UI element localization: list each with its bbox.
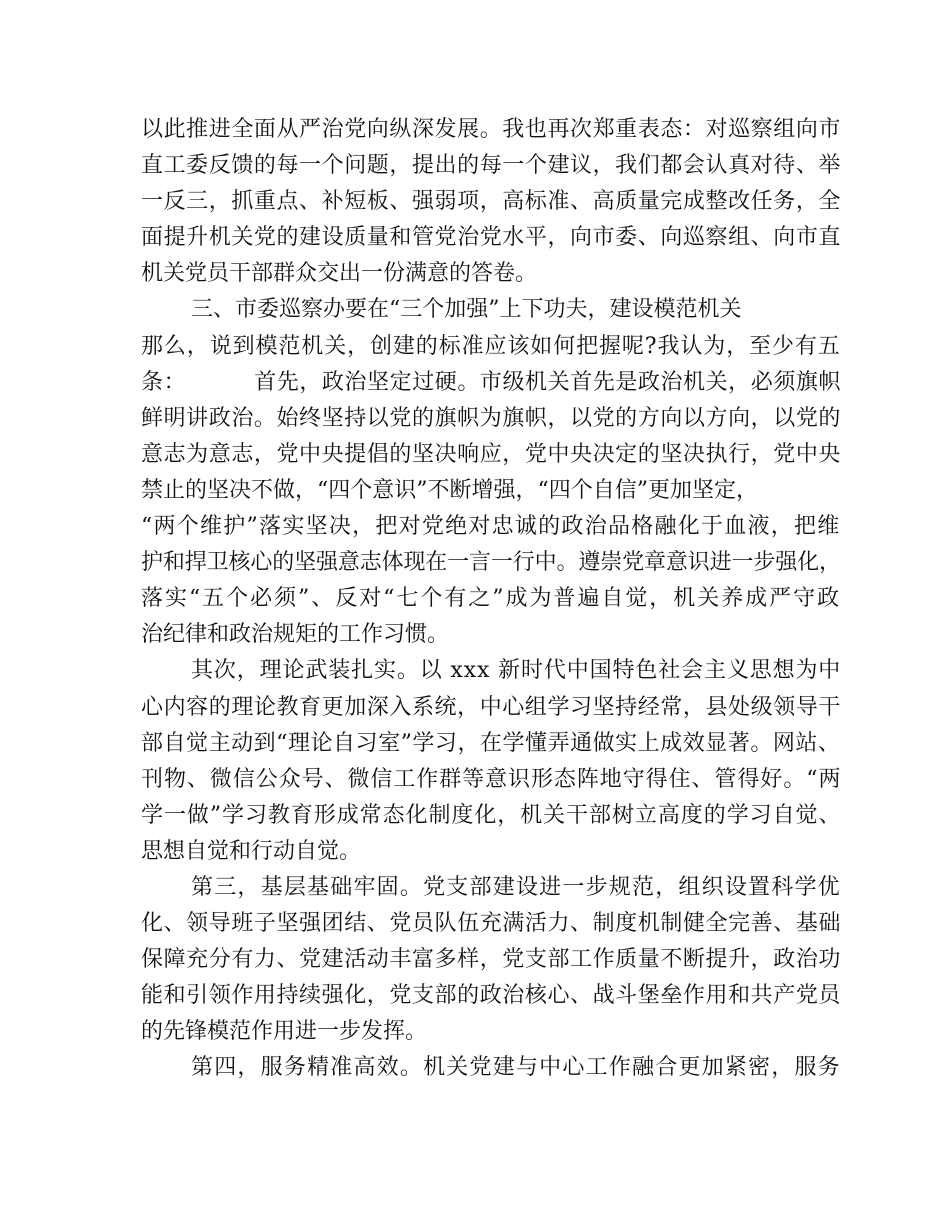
text-line: “两个维护”落实坚决，把对党绝对忠诚的政治品格融化于血液，把维 [141, 514, 841, 540]
document-body [141, 112, 841, 1087]
text-line: 一反三，抓重点、补短板、强弱项，高标准、高质量完成整改任务，全 [141, 189, 841, 215]
text-line: 禁止的坚决不做，“四个意识”不断增强，“四个自信”更加坚定， [141, 477, 758, 503]
text-line: 意志为意志，党中央提倡的坚决响应，党中央决定的坚决执行，党中央 [141, 441, 841, 467]
text-line: 其次，理论武装扎实。以 xxx 新时代中国特色社会主义思想为中 [191, 658, 842, 684]
text-line: 机关党员干部群众交出一份满意的答卷。 [141, 261, 538, 287]
text-line: 的先锋模范作用进一步发挥。 [141, 1019, 428, 1045]
text-line: 刊物、微信公众号、微信工作群等意识形态阵地守得住、管得好。“两 [141, 766, 842, 792]
text-line: 心内容的理论教育更加深入系统，中心组学习坚持经常，县处级领导干 [141, 694, 841, 720]
text-line: 面提升机关党的建设质量和管党治党水平，向市委、向巡察组、向市直 [141, 225, 841, 251]
text-line: 学一做”学习教育形成常态化制度化，机关干部树立高度的学习自觉、 [141, 802, 842, 828]
text-line: 落实“五个必须”、反对“七个有之”成为普遍自觉，机关养成严守政 [141, 586, 842, 612]
text-line: 那么，说到模范机关，创建的标准应该如何把握呢?我认为，至少有五 [141, 333, 841, 359]
text-line: 能和引领作用持续强化，党支部的政治核心、战斗堡垒作用和共产党员 [141, 983, 841, 1009]
text-line: 以此推进全面从严治党向纵深发展。我也再次郑重表态：对巡察组向市 [141, 117, 841, 142]
text-line: 部自觉主动到“理论自习室”学习，在学懂弄通做实上成效显著。网站、 [141, 730, 841, 756]
text-line: 第三，基层基础牢固。党支部建设进一步规范，组织设置科学优 [191, 874, 841, 900]
text-line: 直工委反馈的每一个问题，提出的每一个建议，我们都会认真对待、举 [141, 153, 841, 179]
text-line: 条： 首先，政治坚定过硬。市级机关首先是政治机关，必须旗帜 [141, 369, 842, 395]
text-line: 第四，服务精准高效。机关党建与中心工作融合更加紧密，服务 [191, 1055, 841, 1081]
text-line: 治纪律和政治规矩的工作习惯。 [141, 622, 450, 648]
text-line: 三、市委巡察办要在“三个加强”上下功夫，建设模范机关 [191, 297, 742, 323]
text-line: 思想自觉和行动自觉。 [141, 838, 362, 864]
text-line: 保障充分有力、党建活动丰富多样，党支部工作质量不断提升，政治功 [141, 947, 841, 973]
text-line: 化、领导班子坚强团结、党员队伍充满活力、制度机制健全完善、基础 [141, 911, 841, 937]
text-line: 鲜明讲政治。始终坚持以党的旗帜为旗帜，以党的方向以方向，以党的 [141, 405, 841, 431]
text-line: 护和捍卫核心的坚强意志体现在一言一行中。遵崇党章意识进一步强化， [141, 550, 841, 576]
